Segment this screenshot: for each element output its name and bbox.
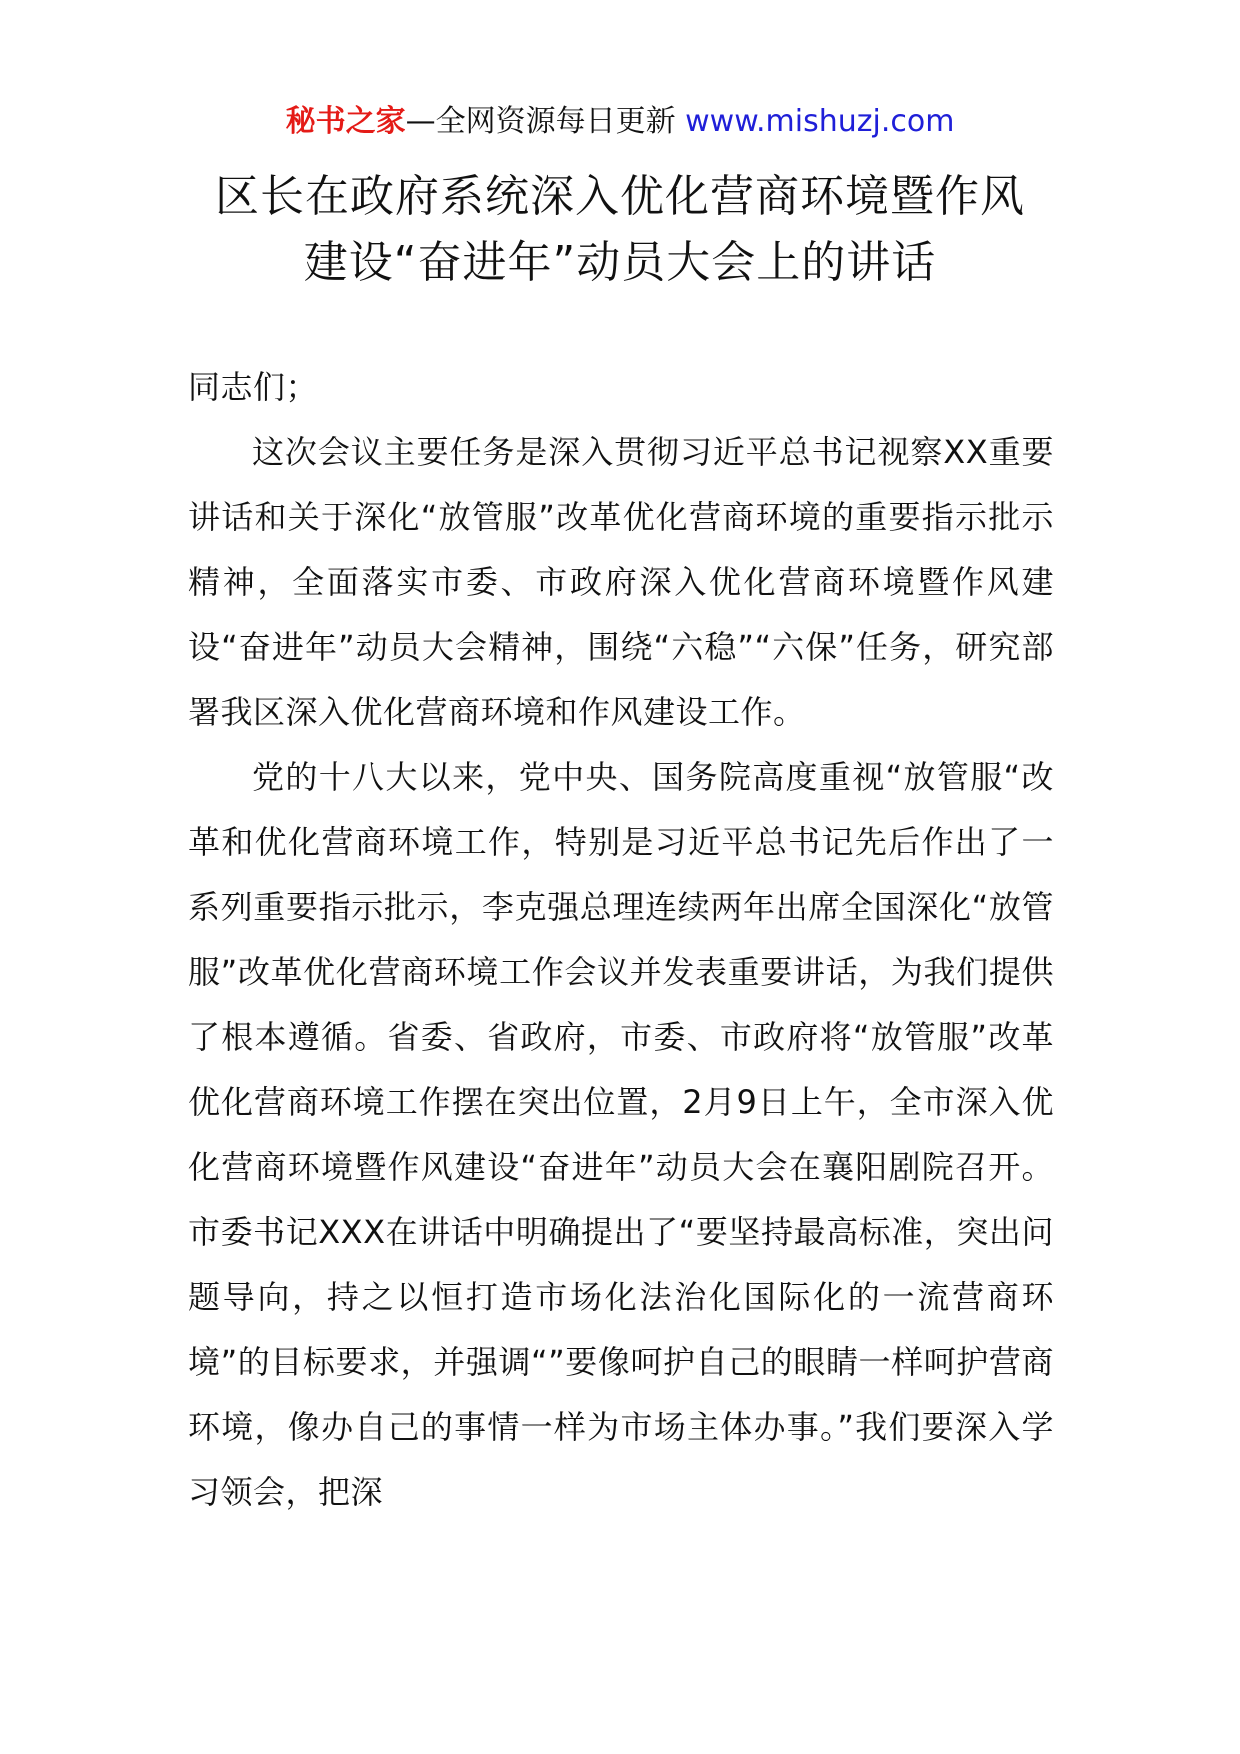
site-url-link[interactable]: www.mishuzj.com	[685, 104, 955, 139]
title-line-1: 区长在政府系统深入优化营商环境暨作风	[215, 171, 1025, 222]
brand-name: 秘书之家	[285, 104, 406, 139]
salutation: 同志们；	[188, 368, 319, 406]
title-line-2: 建设“奋进年”动员大会上的讲话	[303, 237, 937, 288]
document-title	[120, 164, 1120, 296]
document-body	[188, 355, 1054, 1525]
paragraph-1: 这次会议主要任务是深入贯彻习近平总书记视察XX重要讲话和关于深化“放管服”改革优化营商环境的重要指示批示精神，全面落实市委、市政府深入优化营商环境暨作风建设“奋进年”动员大会精神，围绕“六稳”“六保”任务，研究部署我区深入优化营商环境和作风建设工作。	[188, 433, 1054, 731]
paragraph-2: 党的十八大以来，党中央、国务院高度重视“放管服“改革和优化营商环境工作，特别是习近平总书记先后作出了一系列重要指示批示，李克强总理连续两年出席全国深化“放管服”改革优化营商环境工作会议并发表重要讲话，为我们提供了根本遵循。省委、省政府，市委、市政府将“放管服”改革优化营商环境工作摆在突出位置，2月9日上午，全市深入优化营商环境暨作风建设“奋进年”动员大会在襄阳剧院召开。市委书记XXX在讲话中明确提出了“要坚持最高标准，突出问题导向，持之以恒打造市场化法治化国际化的一流营商环境”的目标要求，并强调“”要像呵护自己的眼睛一样呵护营商环境，像办自己的事情一样为市场主体办事。”我们要深入学习领会，把深	[188, 758, 1054, 1511]
brand-slogan: —全网资源每日更新	[405, 104, 686, 139]
watermark-header	[0, 102, 1240, 142]
